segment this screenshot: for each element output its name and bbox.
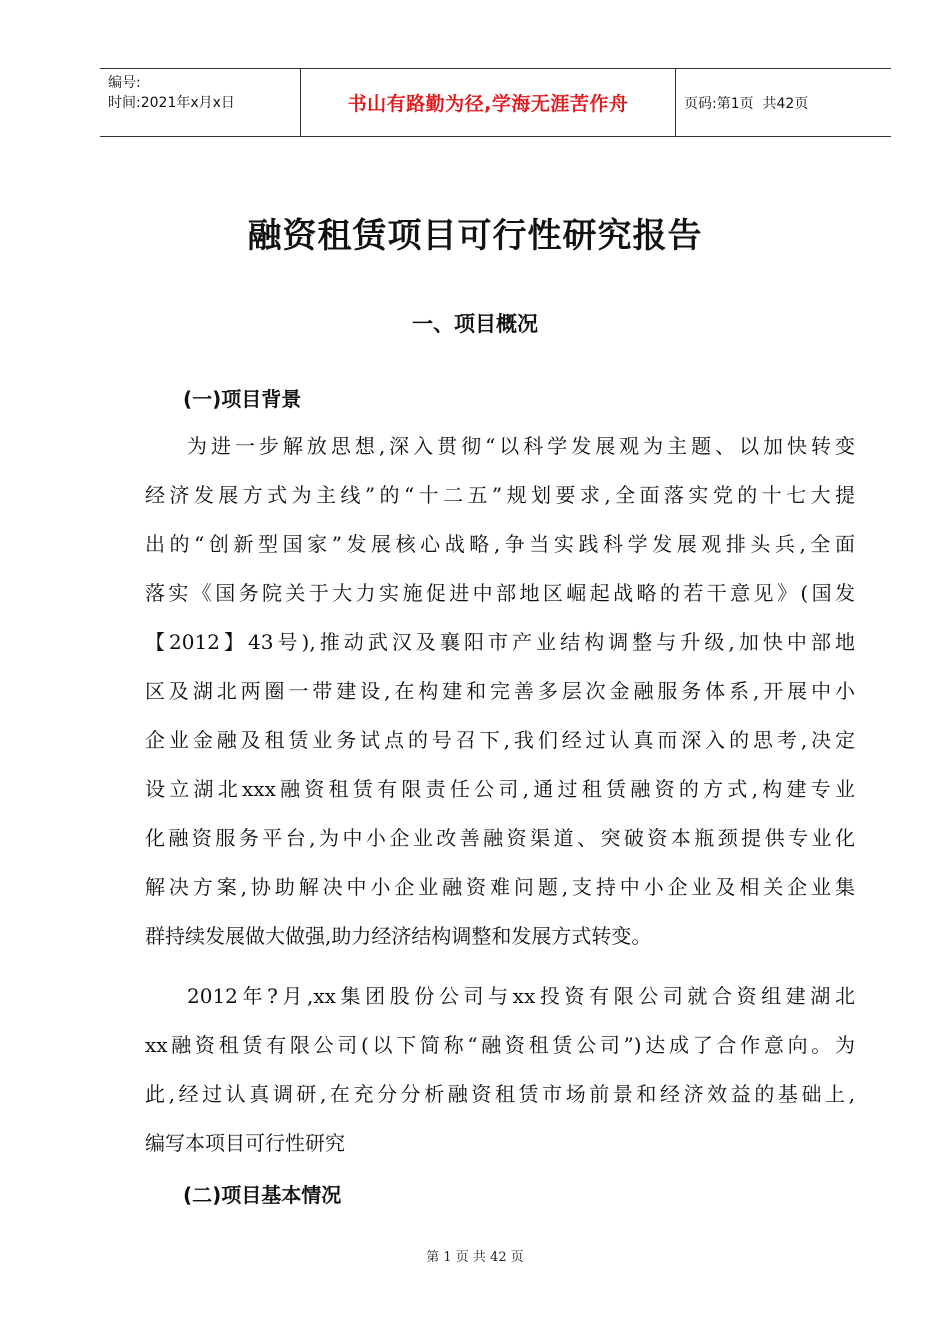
page-header [100, 68, 891, 137]
header-meta [100, 69, 301, 136]
page-footer: 第 1 页 共 42 页 [426, 1250, 524, 1265]
header-motto-cell [301, 69, 676, 136]
paragraph-background [145, 422, 855, 961]
document-time-label: 时间:2021年x月x日 [108, 95, 235, 111]
subsection-heading-basic-info: (二)项目基本情况 [183, 1183, 342, 1207]
document-number-label: 编号: [108, 75, 141, 91]
document-title: 融资租赁项目可行性研究报告 [247, 216, 703, 256]
text-line: 编写本项目可行性研究 [145, 1131, 345, 1155]
text-line: 【2012】43号),推动武汉及襄阳市产业结构调整与升级,加快中部地 [145, 630, 855, 654]
text-line: 群持续发展做大做强,助力经济结构调整和发展方式转变。 [145, 924, 652, 948]
text-line: 出的“创新型国家”发展核心战略,争当实践科学发展观排头兵,全面 [145, 532, 855, 556]
text-line: 此,经过认真调研,在充分分析融资租赁市场前景和经济效益的基础上, [145, 1082, 855, 1106]
paragraph-cooperation [145, 972, 855, 1168]
text-line: 企业金融及租赁业务试点的号召下,我们经过认真而深入的思考,决定 [145, 728, 855, 752]
header-page-number: 页码:第1页 共42页 [684, 95, 809, 112]
text-line: 解决方案,协助解决中小企业融资难问题,支持中小企业及相关企业集 [145, 875, 855, 899]
text-line: 化融资服务平台,为中小企业改善融资渠道、突破资本瓶颈提供专业化 [145, 826, 855, 850]
text-line: 落实《国务院关于大力实施促进中部地区崛起战略的若干意见》(国发 [145, 581, 855, 605]
subsection-heading-background: (一)项目背景 [183, 387, 302, 411]
text-line: 区及湖北两圈一带建设,在构建和完善多层次金融服务体系,开展中小 [145, 679, 855, 703]
section-heading-overview: 一、项目概况 [412, 312, 538, 336]
text-line: 经济发展方式为主线”的“十二五”规划要求,全面落实党的十七大提 [145, 483, 855, 507]
header-motto: 书山有路勤为径,学海无涯苦作舟 [347, 93, 629, 115]
text-line: 2012年?月,xx集团股份公司与xx投资有限公司就合资组建湖北 [187, 984, 855, 1008]
text-line: 设立湖北xxx融资租赁有限责任公司,通过租赁融资的方式,构建专业 [145, 777, 855, 801]
text-line: xx融资租赁有限公司(以下简称“融资租赁公司”)达成了合作意向。为 [145, 1033, 855, 1057]
header-page-cell [676, 69, 891, 136]
text-line: 为进一步解放思想,深入贯彻“以科学发展观为主题、以加快转变 [187, 434, 855, 458]
